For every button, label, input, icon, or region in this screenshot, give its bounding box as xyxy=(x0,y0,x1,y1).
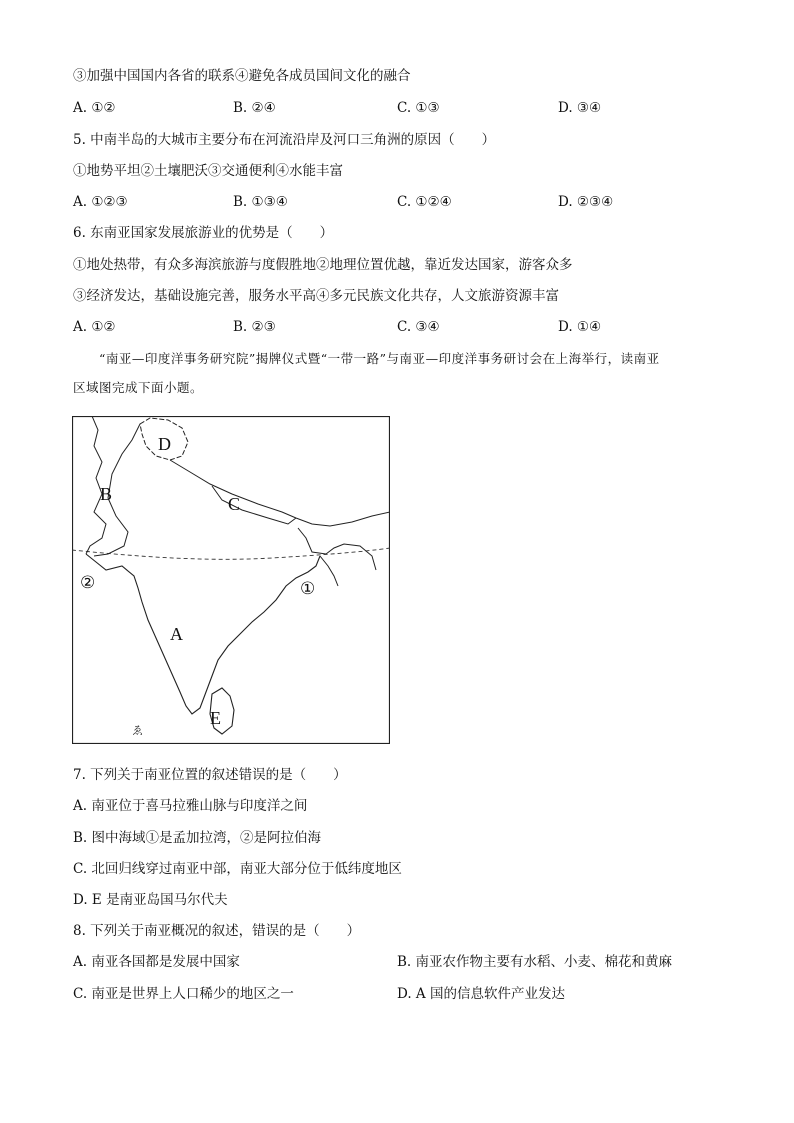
passage-line2: 区域图完成下面小题。 xyxy=(73,380,204,395)
q5-stem: 5. 中南半岛的大城市主要分布在河流沿岸及河口三角洲的原因（ ） xyxy=(73,132,496,148)
south-asia-map xyxy=(72,416,390,744)
q7-option-a[interactable]: A. 南亚位于喜马拉雅山脉与印度洋之间 xyxy=(73,798,308,814)
sea-label-2: ② xyxy=(80,573,96,593)
label-d: D xyxy=(158,434,171,454)
q5-option-b[interactable]: B. ①③④ xyxy=(233,194,288,210)
island-mark: ゑ xyxy=(132,724,143,737)
q7-option-c[interactable]: C. 北回归线穿过南亚中部，南亚大部分位于低纬度地区 xyxy=(73,861,402,877)
q4-option-d[interactable]: D. ③④ xyxy=(558,100,602,116)
sea-label-1: ① xyxy=(300,579,316,599)
q6-stem: 6. 东南亚国家发展旅游业的优势是（ ） xyxy=(73,225,334,241)
q7-option-b[interactable]: B. 图中海域①是孟加拉湾，②是阿拉伯海 xyxy=(73,830,322,846)
q6-option-a[interactable]: A. ①② xyxy=(73,319,116,335)
q4-items: ③加强中国国内各省的联系④避免各成员国间文化的融合 xyxy=(73,68,411,84)
q6-option-b[interactable]: B. ②③ xyxy=(233,319,276,335)
passage-line1: “南亚—印度洋事务研究院”揭牌仪式暨“一带一路”与南亚—印度洋事务研讨会在上海举行，读南亚 xyxy=(99,351,660,366)
q8-option-a[interactable]: A. 南亚各国都是发展中国家 xyxy=(73,954,240,970)
q8-option-c[interactable]: C. 南亚是世界上人口稀少的地区之一 xyxy=(73,986,294,1002)
q6-option-d[interactable]: D. ①④ xyxy=(558,319,602,335)
label-c: C xyxy=(228,494,241,514)
q6-item-line1: ①地处热带，有众多海滨旅游与度假胜地②地理位置优越，靠近发达国家，游客众多 xyxy=(73,257,573,273)
label-e: E xyxy=(210,708,221,728)
label-b: B xyxy=(100,484,113,504)
q6-item-line2: ③经济发达，基础设施完善，服务水平高④多元民族文化共存，人文旅游资源丰富 xyxy=(73,288,559,304)
q6-option-c[interactable]: C. ③④ xyxy=(397,319,440,335)
q8-stem: 8. 下列关于南亚概况的叙述，错误的是（ ） xyxy=(73,923,361,939)
map-frame xyxy=(73,417,390,744)
q8-option-d[interactable]: D. A 国的信息软件产业发达 xyxy=(397,986,565,1002)
q5-items: ①地势平坦②土壤肥沃③交通便利④水能丰富 xyxy=(73,163,343,179)
q4-option-a[interactable]: A. ①② xyxy=(73,100,116,116)
q5-option-a[interactable]: A. ①②③ xyxy=(73,194,128,210)
q5-option-c[interactable]: C. ①②④ xyxy=(397,194,452,210)
q7-option-d[interactable]: D. E 是南亚岛国马尔代夫 xyxy=(73,892,228,908)
q7-stem: 7. 下列关于南亚位置的叙述错误的是（ ） xyxy=(73,767,347,783)
q4-option-b[interactable]: B. ②④ xyxy=(233,100,276,116)
label-a: A xyxy=(170,624,183,644)
q8-option-b[interactable]: B. 南亚农作物主要有水稻、小麦、棉花和黄麻 xyxy=(397,954,673,970)
q4-option-c[interactable]: C. ①③ xyxy=(397,100,440,116)
q5-option-d[interactable]: D. ②③④ xyxy=(558,194,614,210)
